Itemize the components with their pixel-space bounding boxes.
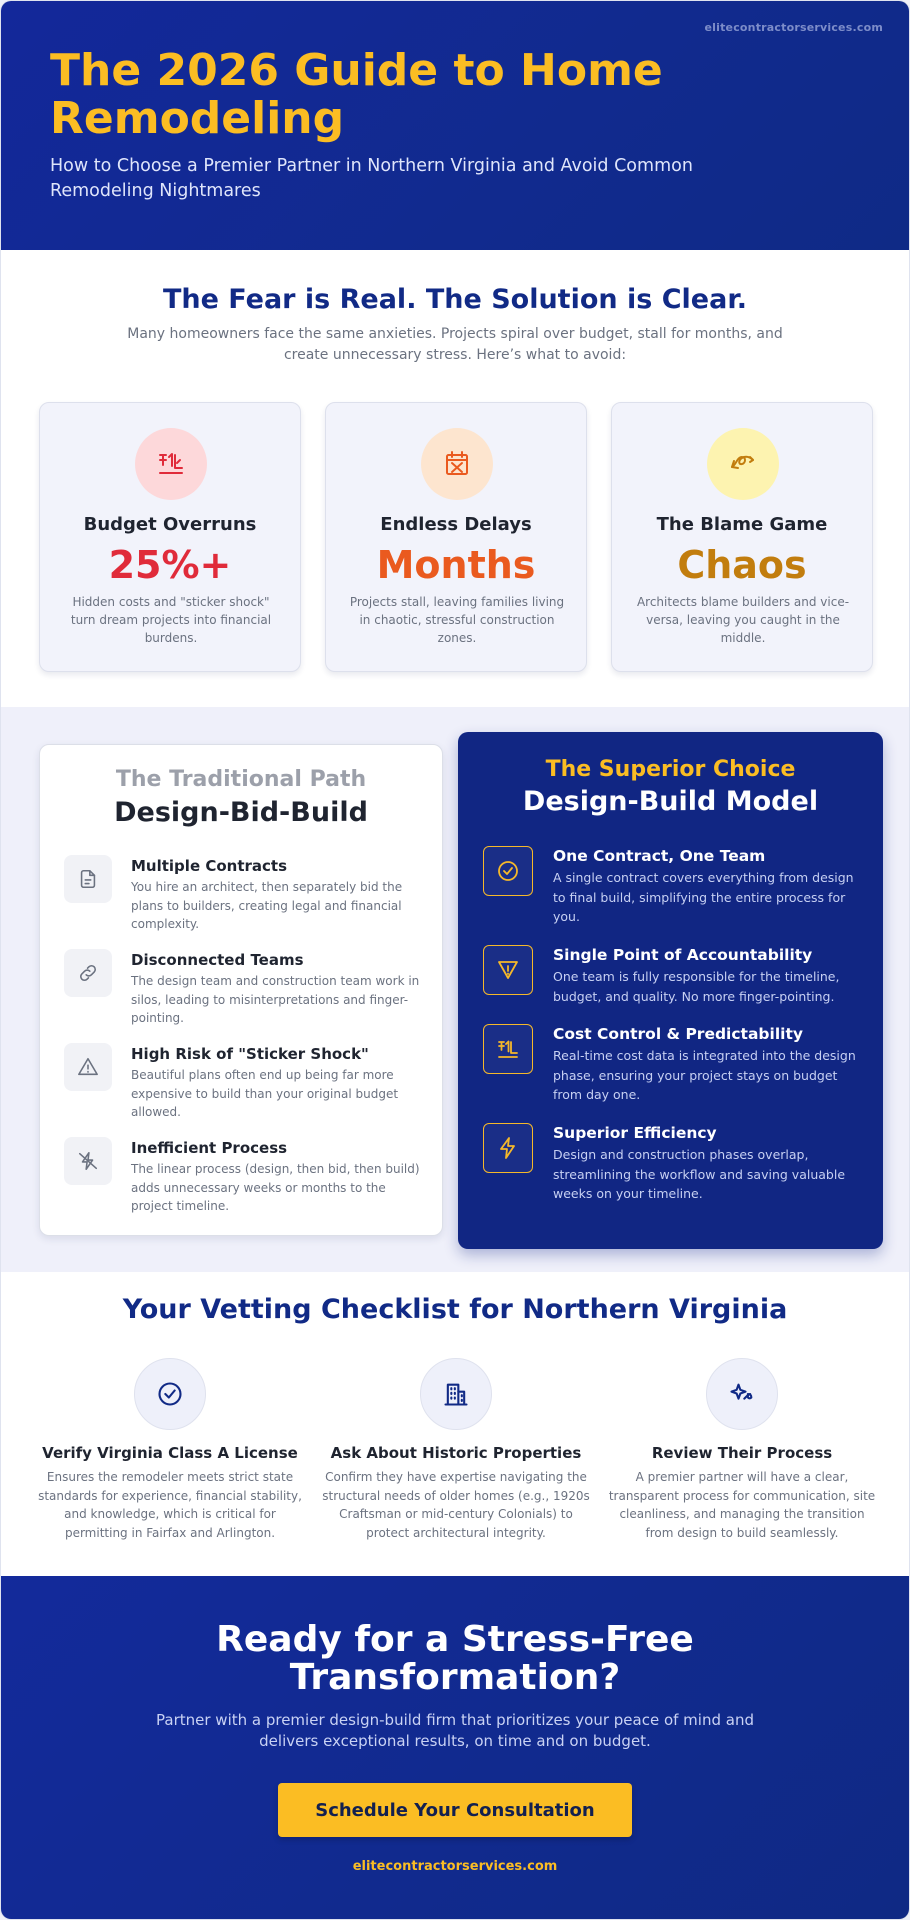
traditional-path-card — [39, 744, 443, 1236]
traditional-item-heading: High Risk of "Sticker Shock" — [131, 1045, 369, 1063]
superior-item-heading: Superior Efficiency — [553, 1124, 717, 1142]
fear-card-blame — [611, 402, 873, 672]
check-circle-icon — [134, 1358, 206, 1430]
budget-chart-icon — [135, 428, 207, 500]
lightning-icon — [483, 1123, 533, 1173]
fear-section-description: Many homeowners face the same anxieties. Projects spiral over budget, stall for months, and create unnecessary stress. Here’s what to avoid: — [127, 326, 783, 363]
schedule-consultation-button[interactable]: Schedule Your Consultation — [278, 1783, 632, 1837]
warning-icon — [64, 1043, 112, 1091]
cost-chart-icon — [483, 1024, 533, 1074]
sparkle-icon — [706, 1358, 778, 1430]
checklist-item-heading: Review Their Process — [651, 1444, 833, 1462]
checklist-item-text: A premier partner will have a clear, transparent process for communication, site cleanliness, and managing the transition from design to build seamlessly. — [608, 1470, 876, 1540]
superior-item-text: One team is fully responsible for the timeline, budget, and quality. No more finger-pointing. — [553, 969, 840, 1004]
superior-item-heading: Cost Control & Predictability — [553, 1025, 803, 1043]
checklist-title: Your Vetting Checklist for Northern Virginia — [122, 1294, 788, 1325]
checklist-item-text: Ensures the remodeler meets strict state standards for experience, financial stability, and knowledge, which is critical for permitting in Fairfax and Arlington. — [38, 1470, 302, 1540]
document-icon — [64, 855, 112, 903]
fear-section-title: The Fear is Real. The Solution is Clear. — [162, 284, 748, 315]
link-icon — [64, 949, 112, 997]
cta-section — [1, 1576, 909, 1919]
fear-card-budget — [39, 402, 301, 672]
checklist-item-heading: Verify Virginia Class A License — [42, 1444, 298, 1462]
traditional-item-heading: Inefficient Process — [131, 1139, 288, 1157]
superior-item-heading: Single Point of Accountability — [553, 946, 813, 964]
superior-item-text: A single contract covers everything from design to final build, simplifying the entire process for you. — [553, 870, 854, 924]
traditional-item-text: The linear process (design, then bid, then build) adds unnecessary weeks or months to the project timeline. — [131, 1162, 420, 1213]
superior-label: The Superior Choice — [545, 757, 796, 782]
superior-item-text: Real-time cost data is integrated into the design phase, ensuring your project stays on budget from day one. — [553, 1048, 856, 1102]
fear-card-stat: Months — [376, 543, 536, 587]
traditional-item-text: You hire an architect, then separately bid the plans to builders, creating legal and financial complexity. — [131, 880, 403, 931]
checklist-item-text: Confirm they have expertise navigating the structural needs of older homes (e.g., 1920s Craftsman or mid-century Colonials) to protect architectural integrity. — [322, 1470, 590, 1540]
cta-title: Ready for a Stress-Free Transformation? — [216, 1619, 694, 1698]
tangled-arrows-icon — [707, 428, 779, 500]
fear-card-heading: The Blame Game — [656, 514, 828, 535]
site-url-top[interactable]: elitecontractorservices.com — [704, 21, 883, 34]
superior-item-heading: One Contract, One Team — [553, 847, 766, 865]
traditional-title: Design-Bid-Build — [114, 797, 368, 828]
lightning-off-icon — [64, 1137, 112, 1185]
funnel-alert-icon — [483, 945, 533, 995]
traditional-item-text: The design team and construction team work in silos, leading to misinterpretations and finger-pointing. — [131, 974, 420, 1025]
fear-card-heading: Budget Overruns — [83, 514, 257, 535]
hero-banner — [1, 1, 909, 250]
fear-card-heading: Endless Delays — [380, 514, 532, 535]
traditional-item-text: Beautiful plans often end up being far more expensive to build than your original budget allowed. — [131, 1068, 399, 1119]
superior-item-text: Design and construction phases overlap, streamlining the workflow and saving valuable weeks on your timeline. — [553, 1147, 846, 1201]
infographic-page — [1, 1, 909, 1919]
building-icon — [420, 1358, 492, 1430]
fear-card-text: Projects stall, leaving families living in chaotic, stressful construction zones. — [349, 595, 565, 645]
cta-text: Partner with a premier design-build firm that prioritizes your peace of mind and delivers exceptional results, on time and on budget. — [156, 1711, 754, 1750]
checklist-item-heading: Ask About Historic Properties — [330, 1444, 582, 1462]
check-circle-icon — [483, 846, 533, 896]
calendar-x-icon — [421, 428, 493, 500]
page-title: The 2026 Guide to Home Remodeling — [50, 45, 663, 144]
fear-card-delays — [325, 402, 587, 672]
traditional-label: The Traditional Path — [115, 767, 367, 792]
fear-card-stat: Chaos — [677, 543, 807, 587]
fear-card-text: Architects blame builders and vice-versa, leaving you caught in the middle. — [636, 595, 850, 645]
fear-card-stat: 25%+ — [108, 543, 232, 587]
superior-choice-card — [458, 732, 883, 1249]
traditional-item-heading: Multiple Contracts — [131, 857, 288, 875]
site-url-bottom[interactable]: elitecontractorservices.com — [352, 1859, 558, 1874]
page-subtitle: How to Choose a Premier Partner in Northern Virginia and Avoid Common Remodeling Nightmares — [50, 156, 693, 201]
fear-card-text: Hidden costs and "sticker shock" turn dream projects into financial burdens. — [70, 595, 272, 645]
superior-title: Design-Build Model — [522, 786, 819, 817]
traditional-item-heading: Disconnected Teams — [131, 951, 304, 969]
